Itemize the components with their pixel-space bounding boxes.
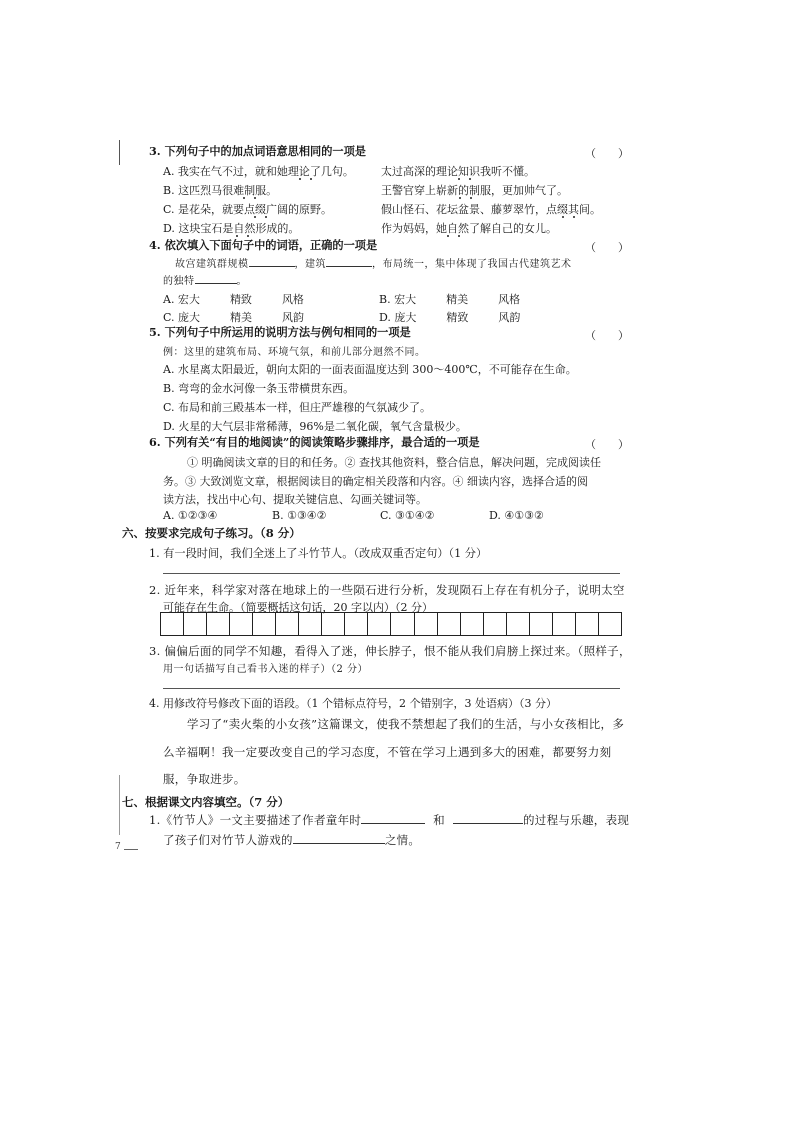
q4-option-b-word1: B. 宏大 [379, 293, 417, 306]
page-number-rule [124, 849, 138, 850]
q5-example: 例：这里的建筑布局、环境气氛，和前儿部分迥然不同。 [163, 347, 426, 358]
q4-option-c [163, 309, 304, 325]
q4-option-c-word3: 风韵 [282, 311, 305, 324]
q3-answer-paren[interactable]: （ ） [585, 147, 629, 160]
sec7-blank-2[interactable] [453, 812, 523, 824]
emphasis-dot [254, 197, 256, 199]
sec6-q4: 4. 用修改符号修改下面的语段。（1 个错标点符号，2 个错别字，3 处语病）（3 分） [149, 697, 557, 710]
q6-stem: 6. 下列有关“有目的地阅读”的阅读策略步骤排序，最合适的一项是 [149, 435, 480, 449]
emphasis-dot [459, 197, 461, 199]
section-6-title: 六、按要求完成句子练习。（8 分） [122, 526, 301, 540]
emphasis-dot [447, 235, 449, 237]
q4-option-d [379, 309, 520, 325]
q3-option-c-right: 假山怪石、花坛盆景、藤萝翠竹，点缀其间。 [381, 203, 601, 216]
q3-option-d-right: 作为妈妈，她自然了解自己的女儿。 [381, 222, 557, 235]
sec7-q1-part: 之情。 [384, 833, 421, 847]
q4-answer-paren[interactable]: （ ） [585, 241, 629, 254]
q3-stem: 3. 下列句子中的加点词语意思相同的一项是 [149, 144, 366, 158]
emphasis-dot [254, 216, 256, 218]
q4-blank-1[interactable] [249, 255, 295, 267]
sec6-q2-line2: 可能存在生命。（简要概括这句话，20 字以内）（2 分） [163, 601, 433, 614]
q3-option-b-left: B. 这匹烈马很难制服。 [163, 184, 278, 197]
q5-option-c: C. 布局和前三殿基本一样，但庄严雄穆的气氛减少了。 [163, 401, 432, 414]
answer-line[interactable] [163, 688, 620, 689]
q5-answer-paren[interactable]: （ ） [585, 329, 629, 342]
emphasis-dot [458, 235, 460, 237]
q4-stem: 4. 依次填入下面句子中的词语，正确的一项是 [149, 238, 378, 252]
q4-sentence-part: ，建筑 [294, 259, 326, 270]
sec6-passage-line3: 服，争取进步。 [163, 772, 246, 786]
q4-option-c-word2: 精美 [230, 311, 253, 324]
sec6-q2-line1: 2. 近年来，科学家对落在地球上的一些陨石进行分析，发现陨石上存在有机分子，说明太空 [149, 583, 625, 597]
sec6-q3-line2: 用一句话描写自己看书入迷的样子）（2 分） [163, 664, 369, 675]
emphasis-dot [562, 216, 564, 218]
emphasis-dot [299, 178, 301, 180]
emphasis-dot [469, 178, 471, 180]
q6-steps-line2: 务。③ 大致浏览文章，根据阅读目的确定相关段落和内容。④ 细读内容，选择合适的阅 [163, 475, 588, 488]
q4-sentence-part: 的独特 [163, 276, 195, 287]
q4-blank-2[interactable] [326, 255, 372, 267]
sec7-blank-1[interactable] [361, 812, 425, 824]
q4-option-b [379, 291, 520, 307]
q4-option-d-word3: 风韵 [498, 311, 521, 324]
q6-steps-line1: ① 明确阅读文章的目的和任务。② 查找其他资料，整合信息，解决问题，完成阅读任 [187, 456, 601, 469]
sec7-q1-part: 的过程与乐趣，表现 [522, 813, 630, 827]
q5-option-b: B. 弯弯的金水河像一条玉带横贯东西。 [163, 382, 355, 395]
answer-grid[interactable] [160, 612, 622, 636]
q4-option-d-word2: 精致 [446, 311, 469, 324]
q6-steps-line3: 读方法，找出中心句、提取关键信息、勾画关键词等。 [163, 493, 427, 506]
q4-option-b-word2: 精美 [446, 293, 469, 306]
q3-option-a-left: A. 我实在气不过，就和她理论了几句。 [163, 165, 354, 178]
emphasis-dot [310, 178, 312, 180]
q4-sentence-line2 [163, 272, 247, 287]
emphasis-dot [470, 197, 472, 199]
q6-option-a: A. ①②③④ [163, 509, 218, 522]
q4-sentence-part: 。 [236, 276, 247, 287]
q6-answer-paren[interactable]: （ ） [585, 438, 629, 451]
sec7-q1-part: 了孩子们对竹节人游戏的 [163, 833, 293, 847]
sec6-passage-line2: 么辛福啊！我一定要改变自己的学习态度，不管在学习上遇到多大的困难，都要努力刻 [163, 745, 612, 759]
sec6-passage-line1: 学习了“卖火柴的小女孩”这篇课文，使我不禁想起了我们的生活，与小女孩相比，多 [187, 717, 625, 731]
q4-sentence-part: ，布局统一，集中体现了我国古代建筑艺术 [372, 259, 572, 270]
q6-option-c: C. ③①④② [380, 509, 435, 522]
margin-rule [119, 775, 120, 835]
q3-option-c-left: C. 是花朵，就要点缀广阔的原野。 [163, 203, 333, 216]
section-7-title: 七、根据课文内容填空。（7 分） [122, 795, 290, 809]
q6-option-b: B. ①③④② [272, 509, 327, 522]
q4-blank-3[interactable] [195, 272, 237, 284]
emphasis-dot [573, 216, 575, 218]
q3-option-a-right: 太过高深的理论知识我听不懂。 [381, 165, 535, 178]
sec6-q3-line1: 3. 偏偏后面的同学不知趣，看得入了迷，伸长脖子，恨不能从我们肩膀上探过来。（照样子， [149, 644, 631, 658]
q5-stem: 5. 下列句子中所运用的说明方法与例句相同的一项是 [149, 325, 411, 339]
q5-option-a: A. 水星离太阳最近，朝向太阳的一面表面温度达到 300～400℃，不可能存在生命。 [163, 363, 577, 376]
q4-option-d-word1: D. 庞大 [379, 311, 417, 324]
q4-sentence-line1 [175, 255, 572, 270]
q4-option-a-word1: A. 宏大 [163, 293, 200, 306]
page-number: 7 [115, 842, 121, 852]
sec7-q1-part: 1.《竹节人》一文主要描述了作者童年时 [149, 813, 362, 827]
q3-option-d-left: D. 这块宝石是自然形成的。 [163, 222, 300, 235]
sec7-q1-line2 [163, 832, 420, 848]
answer-line[interactable] [163, 573, 620, 574]
emphasis-dot [243, 197, 245, 199]
q5-option-d: D. 火星的大气层非常稀薄，96%是二氧化碳，氧气含量极少。 [163, 420, 467, 433]
q3-option-b-right: 王警官穿上崭新的制服，更加帅气了。 [381, 184, 568, 197]
q4-option-a-word2: 精致 [229, 293, 252, 306]
q4-option-c-word1: C. 庞大 [163, 311, 201, 324]
q4-sentence-part: 故宫建筑群规模 [175, 259, 249, 270]
sec6-q1: 1. 有一段时间，我们全迷上了斗竹节人。（改成双重否定句）（1 分） [149, 547, 488, 560]
sec7-q1-line1 [149, 812, 629, 828]
q4-option-b-word3: 风格 [498, 293, 521, 306]
emphasis-dot [458, 178, 460, 180]
sec7-q1-part: 和 [433, 813, 445, 827]
margin-rule [119, 140, 120, 165]
q4-option-a-word3: 风格 [281, 293, 304, 306]
sec7-blank-3[interactable] [293, 832, 385, 844]
emphasis-dot [265, 216, 267, 218]
q6-option-d: D. ④①③② [489, 509, 544, 522]
q4-option-a [163, 291, 304, 307]
